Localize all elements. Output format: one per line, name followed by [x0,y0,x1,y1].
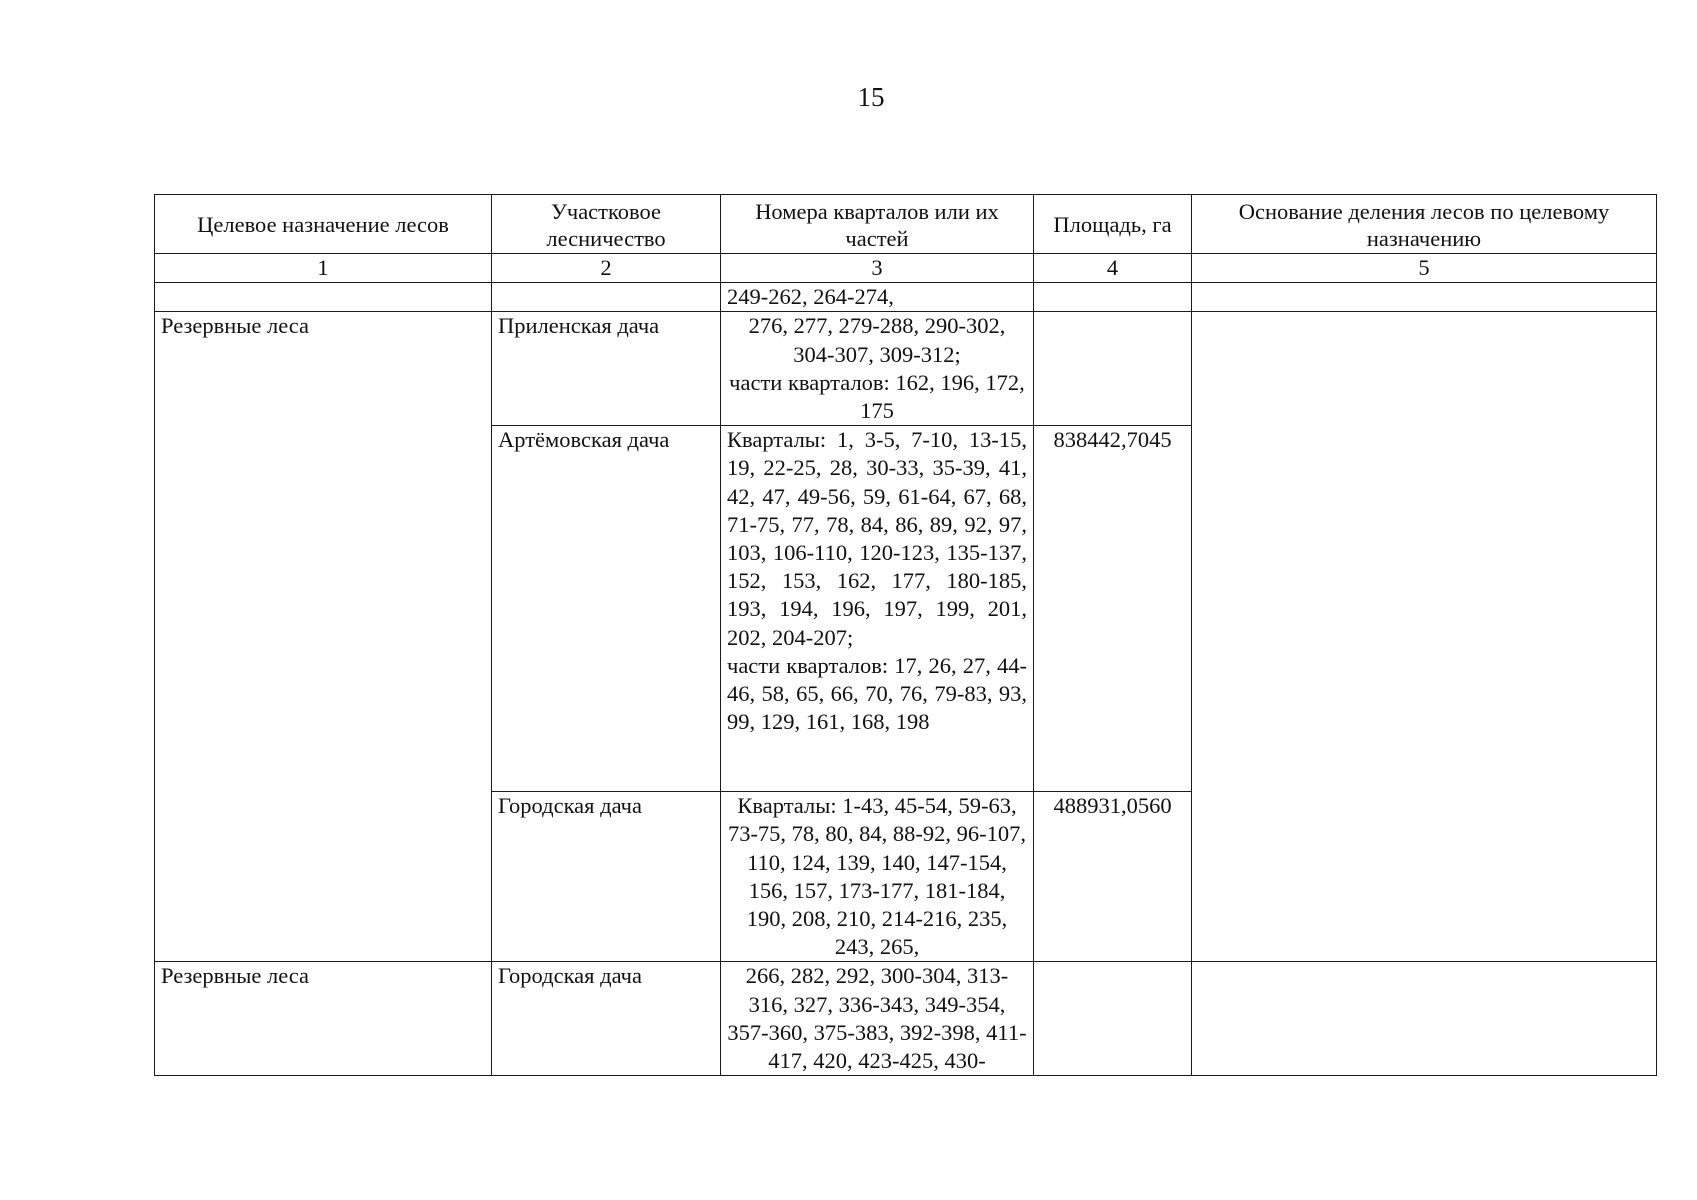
column-number: 4 [1034,254,1192,283]
district-cell: Приленская дача [492,312,721,426]
quarters-parts: части кварталов: 17, 26, 27, 44-46, 58, 65, 66, 70, 76, 79-83, 93, 99, 129, 161, 168, 198 [727,652,1027,735]
table-header-row [155,195,1657,254]
page-number: 15 [857,82,885,112]
quarters-list: 276, 277, 279-288, 290-302, 304-307, 309-312; [748,313,1006,367]
purpose-cell: Резервные леса [155,962,492,1076]
header-cell: Целевое назначение лесов [155,195,492,254]
quarters-cell: 249-262, 264-274, [721,283,1034,312]
district-cell: Городская дача [492,792,721,962]
area-cell: 488931,0560 [1034,792,1192,962]
column-number: 1 [155,254,492,283]
district-cell: Городская дача [492,962,721,1076]
area-cell [1034,962,1192,1076]
header-cell: Участковое лесничество [492,195,721,254]
area-cell [1034,283,1192,312]
basis-cell [1192,283,1657,312]
header-cell: Номера кварталов или их частей [721,195,1034,254]
column-number: 3 [721,254,1034,283]
purpose-cell [155,283,492,312]
basis-cell [1192,312,1657,962]
column-number: 5 [1192,254,1657,283]
quarters-list: Кварталы: 1, 3-5, 7-10, 13-15, 19, 22-25, 28, 30-33, 35-39, 41, 42, 47, 49-56, 59, 61-64, 67, 68, 71-75, 77, 78, 84, 86, 89, 92, 97, 103, 106-110, 120-123, 135-137, 152, 153, 162, 177, 180-185, 193, 194, 196, 197, 199, 201, 202, 204-207; [727,427,1027,650]
area-cell: 838442,7045 [1034,426,1192,792]
forest-purpose-table [154,194,1657,1076]
area-cell [1034,312,1192,426]
quarters-cell: Кварталы: 1-43, 45-54, 59-63, 73-75, 78, 80, 84, 88-92, 96-107, 110, 124, 139, 140, 147-154, 156, 157, 173-177, 181-184, 190, 208, 210, 214-216, 235, 243, 265, [721,792,1034,962]
table-row [155,283,1657,312]
column-number: 2 [492,254,721,283]
quarters-parts: части кварталов: 162, 196, 172, 175 [729,369,1025,424]
header-cell: Площадь, га [1034,195,1192,254]
table-row [155,962,1657,1076]
district-cell [492,283,721,312]
quarters-cell [721,426,1034,792]
quarters-cell: 266, 282, 292, 300-304, 313-316, 327, 336-343, 349-354, 357-360, 375-383, 392-398, 411-417, 420, 423-425, 430- [721,962,1034,1076]
quarters-cell [721,312,1034,426]
basis-cell [1192,962,1657,1076]
table-row [155,312,1657,426]
district-cell: Артёмовская дача [492,426,721,792]
purpose-cell: Резервные леса [155,312,492,962]
column-number-row [155,254,1657,283]
header-cell: Основание деления лесов по целевому назначению [1192,195,1657,254]
